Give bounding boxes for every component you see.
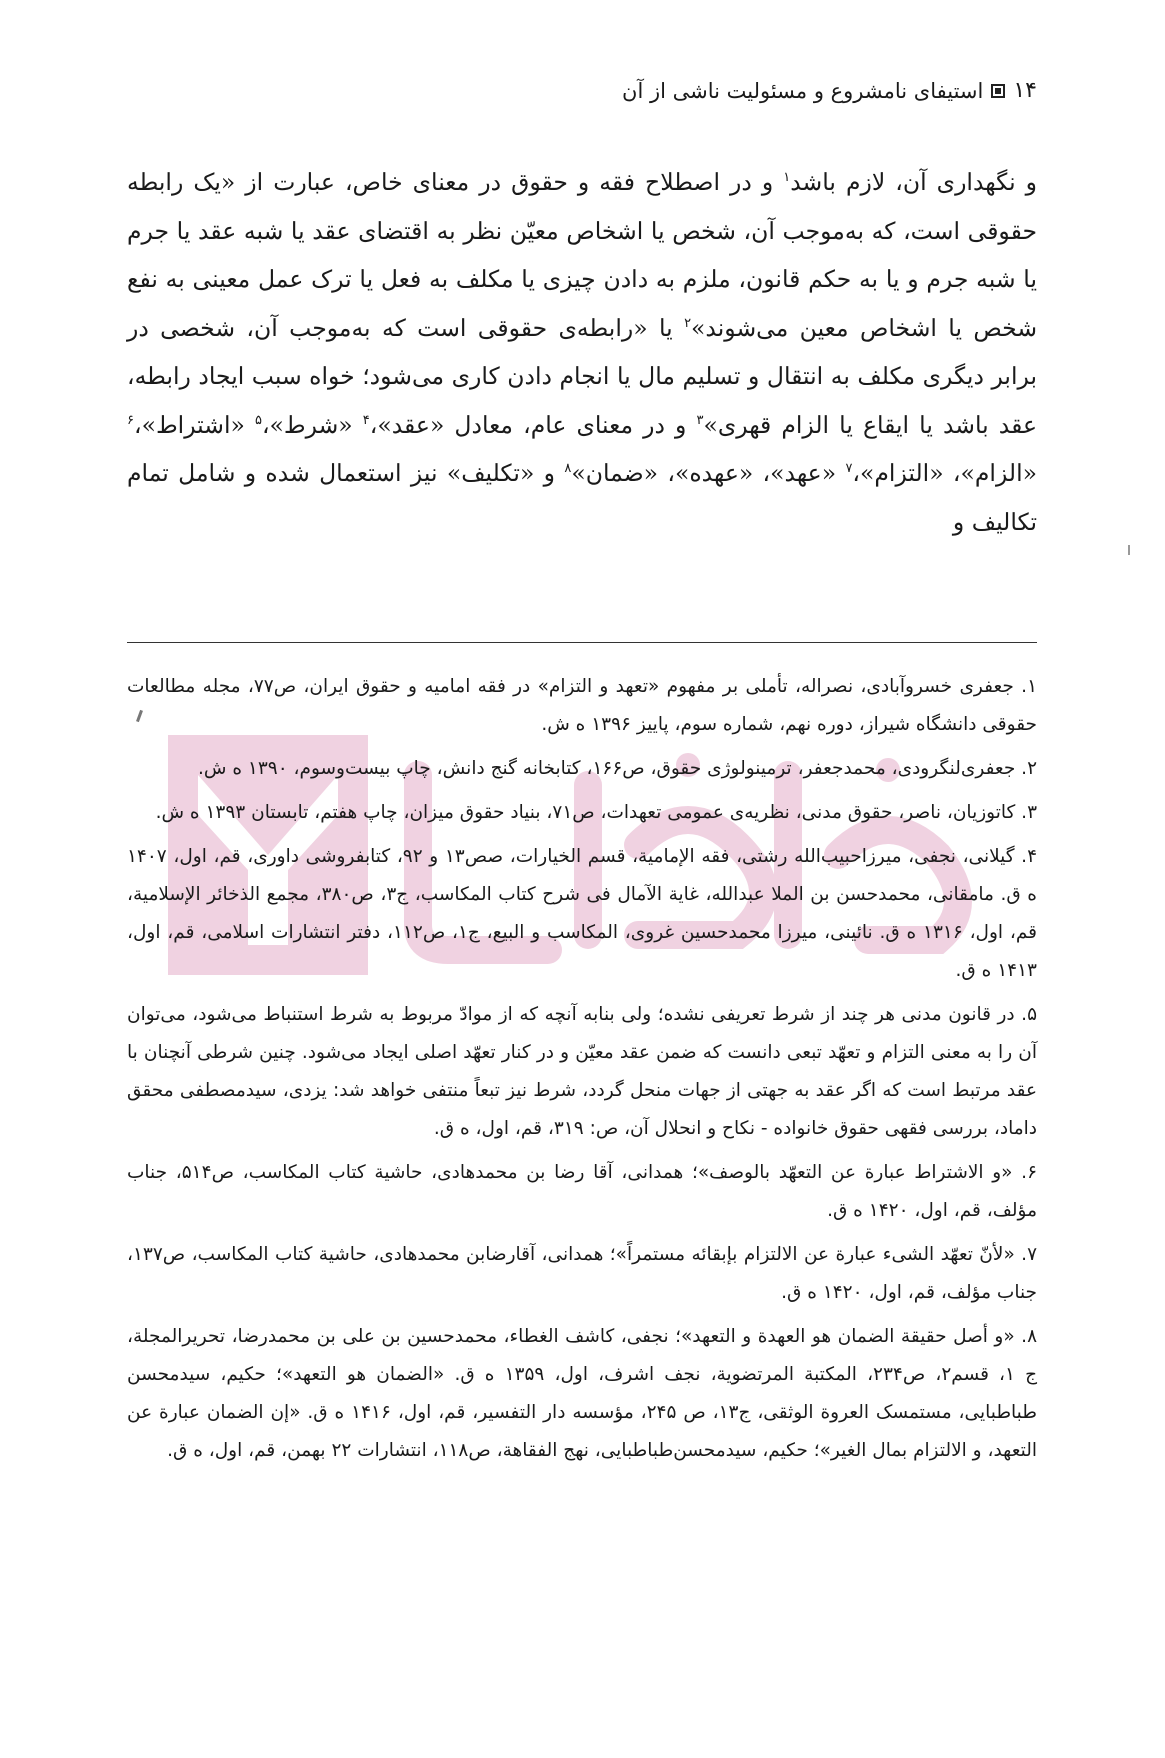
- footnote-ref[interactable]: ۵: [254, 412, 262, 428]
- footnote: ۳. کاتوزیان، ناصر، حقوق مدنی، نظریه‌ی عمومی تعهدات، ص۷۱، بنیاد حقوق میزان، چاپ هفتم، تابستان ۱۳۹۳ ه ش.: [155, 802, 1037, 823]
- main-text: [127, 158, 1037, 546]
- text-segment: «اشتراط»،: [133, 410, 255, 439]
- margin-mark: [1128, 545, 1130, 555]
- footnote-ref[interactable]: ۸: [564, 461, 572, 477]
- square-bullet-icon: [991, 84, 1005, 98]
- footnote: ۵. در قانون مدنی هر چند از شرط تعریفی نشده؛ ولی بنابه آنچه که از موادّ مربوط به شرط استنباط می‌شود، می‌توان آن را به معنی التزام و تعهّد تبعی دانست که ضمن عقد معیّن و در کنار تعهّد اصلی ایجاد می‌شود. چنین شرطی آنچنان با عقد مرتبط است که اگر عقد به جهتی از جهات منحل گردد، شرط نیز تبعاً منتفی خواهد شد: یزدی، سیدمصطفی محقق داماد، بررسی فقهی حقوق خانواده - نکاح و انحلال آن، ص: ۳۱۹، قم، اول، ه ق.: [127, 1004, 1037, 1139]
- page-number: ۱۴: [1013, 78, 1037, 103]
- footnote: ۴. گیلانی، نجفی، میرزاحبیب‌الله رشتی، فقه الإمامیة، قسم الخیارات، صص۱۳ و ۹۲، کتابفروشی داوری، قم، اول، ۱۴۰۷ ه ق. مامقانی، محمدحسن بن الملا عبدالله، غایة الآمال فی شرح کتاب المکاسب، ج۳، ص۳۸۰، مجمع الذخائر الإسلامیة، قم، اول، ۱۳۱۶ ه ق. نائینی، میرزا محمدحسین غروی، المکاسب و البیع، ج۱، ص۱۱۲، دفتر انتشارات اسلامی، قم، اول، ۱۴۱۳ ه ق.: [127, 846, 1038, 981]
- text-segment: و در معنای عام، معادل «عقد»،: [369, 410, 697, 439]
- running-header: [417, 78, 1037, 103]
- running-title: استیفای نامشروع و مسئولیت ناشی از آن: [622, 78, 984, 103]
- text-segment: و نگهداری آن، لازم باشد: [790, 168, 1037, 196]
- text-segment: «شرط»،: [261, 410, 363, 439]
- footnote-ref[interactable]: ۷: [845, 461, 853, 477]
- text-segment: «عهد»، «عهده»، «ضمان»: [571, 459, 846, 487]
- footnote-ref[interactable]: ۲: [684, 315, 692, 331]
- footnote-ref[interactable]: ۳: [696, 412, 704, 428]
- main-paragraph: [127, 158, 1037, 546]
- text-segment: «الزام»، «التزام»،: [852, 459, 1037, 487]
- footnote-ref[interactable]: ۴: [362, 412, 370, 428]
- footnote-ref[interactable]: ۶: [127, 412, 134, 428]
- footnote-divider: [127, 642, 1037, 643]
- footnotes-section: [127, 668, 1037, 1476]
- footnote: ۷. «لأنّ تعهّد الشیء عبارة عن الالتزام بإبقائه مستمراً»؛ همدانی، آقارضابن محمدهادی، حاشیة کتاب المکاسب، ص۱۳۷، جناب مؤلف، قم، اول، ۱۴۲۰ ه ق.: [127, 1244, 1037, 1303]
- footnote: ۸. «و أصل حقیقة الضمان هو العهدة و التعهد»؛ نجفی، کاشف الغطاء، محمدحسین بن علی بن محمدرضا، تحریرالمجلة، ج ۱، قسم۲، ص۲۳۴، المکتبة المرتضویة، نجف اشرف، اول، ۱۳۵۹ ه ق. «الضمان هو التعهد»؛ حکیم، سیدمحسن طباطبایی، مستمسک العروة الوثقی، ج۱۳، ص ۲۴۵، مؤسسه دار التفسیر، قم، اول، ۱۴۱۶ ه ق. «إن الضمان عبارة عن التعهد، و الالتزام بمال الغیر»؛ حکیم، سیدمحسن‌طباطبایی، نهج الفقاهة، ص۱۱۸، انتشارات ۲۲ بهمن، قم، اول، ه ق.: [127, 1326, 1038, 1461]
- text-segment: و «تکلیف» نیز استعمال شده و شامل تمام تکالیف و: [127, 459, 1037, 536]
- footnote: ۶. «و الاشتراط عبارة عن التعهّد بالوصف»؛ همدانی، آقا رضا بن محمدهادی، حاشیة کتاب المکاسب، ص۵۱۴، جناب مؤلف، قم، اول، ۱۴۲۰ ه ق.: [127, 1162, 1037, 1221]
- text-segment: و در اصطلاح فقه و حقوق در معنای خاص، عبارت از «یک رابطه حقوقی است، که به‌موجب آن، شخص یا اشخاص معیّن نظر به اقتضای عقد یا شبه عقد یا جرم یا شبه جرم و یا به حکم قانون، ملزم به دادن چیزی یا مکلف به فعل یا ترک عمل معینی به نفع شخص یا اشخاص معین می‌شوند»: [127, 168, 1038, 342]
- footnote: ۱. جعفری خسروآبادی، نصراله، تأملی بر مفهوم «تعهد و التزام» در فقه امامیه و حقوق ایران، ص۷۷، مجله مطالعات حقوقی دانشگاه شیراز، دوره نهم، شماره سوم، پاییز ۱۳۹۶ ه ش.: [127, 676, 1037, 735]
- text-segment: یا «رابطه‌ی حقوقی است که به‌موجب آن، شخصی در برابر دیگری مکلف به انتقال و تسلیم مال یا انجام دادن کاری می‌شود؛ خواه سبب ایجاد رابطه، عقد باشد یا ایقاع یا الزام قهری»: [127, 313, 1038, 439]
- footnote: ۲. جعفری‌لنگرودی، محمدجعفر، ترمینولوژی حقوق، ص۱۶۶، کتابخانه گنج دانش، چاپ بیست‌وسوم، ۱۳۹۰ ه ش.: [198, 758, 1037, 779]
- footnote-ref[interactable]: ۱: [783, 170, 791, 186]
